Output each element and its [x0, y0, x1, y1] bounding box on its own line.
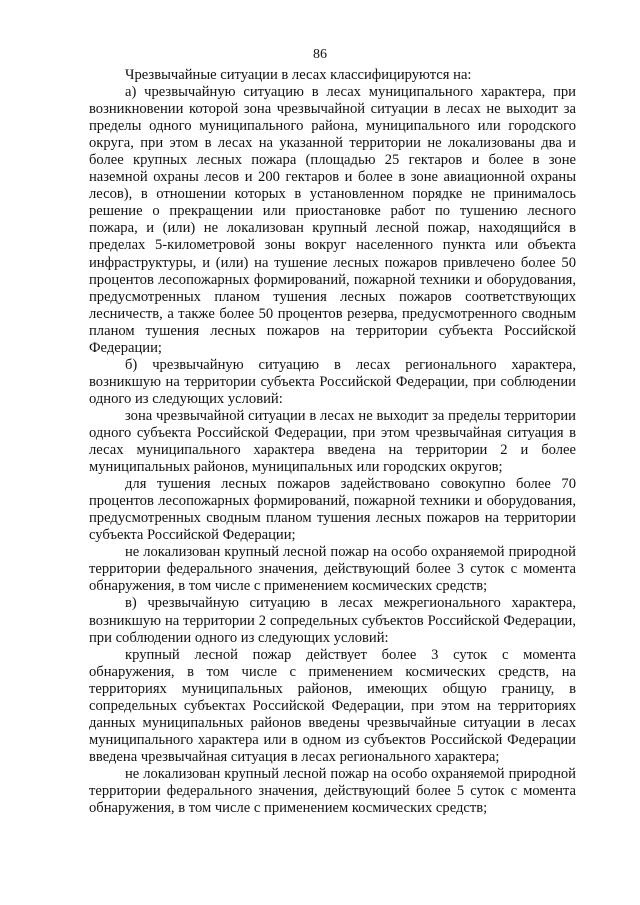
paragraph-condition-b3: не локализован крупный лесной пожар на особо охраняемой природной территории федерального значения, действующий более 3 суток с момента обнаружения, в том числе с применением космических средств;	[89, 544, 576, 595]
paragraph-item-a: а) чрезвычайную ситуацию в лесах муниципального характера, при возникновении которой зона чрезвычайной ситуации в лесах не выходит за пределы одного муниципального района, муниципального или городского округа, при этом в лесах на указанной территории не локализованы два и более крупных лесных пожара (площадью 25 гектаров и более в зоне наземной охраны лесов и 200 гектаров и более в зоне авиационной охраны лесов), в отношении которых в установленном порядке не принималось решение о прекращении или приостановке работ по тушению лесного пожара, и (или) не локализован крупный лесной пожар, находящийся в пределах 5-километровой зоны вокруг населенного пункта или объекта инфраструктуры, и (или) на тушение лесных пожаров привлечено более 50 процентов лесопожарных формирований, пожарной техники и оборудования, предусмотренных планом тушения лесных пожаров соответствующих лесничеств, а также более 50 процентов резерва, предусмотренного сводным планом тушения лесных пожаров на территории субъекта Российской Федерации;	[89, 84, 576, 356]
paragraph-item-c: в) чрезвычайную ситуацию в лесах межрегионального характера, возникшую на территории 2 сопредельных субъектов Российской Федерации, при соблюдении одного из следующих условий:	[89, 595, 576, 646]
document-body	[89, 67, 576, 817]
paragraph-condition-b1: зона чрезвычайной ситуации в лесах не выходит за пределы территории одного субъекта Российской Федерации, при этом чрезвычайная ситуация в лесах муниципального характера введена на территории 2 и более муниципальных районов, муниципальных или городских округов;	[89, 407, 576, 476]
paragraph-intro: Чрезвычайные ситуации в лесах классифицируются на:	[125, 67, 472, 83]
paragraph-item-b: б) чрезвычайную ситуацию в лесах регионального характера, возникшую на территории субъекта Российской Федерации, при соблюдении одного из следующих условий:	[89, 356, 576, 407]
page-number: 86	[313, 47, 327, 62]
paragraph-condition-c2: не локализован крупный лесной пожар на особо охраняемой природной территории федерального значения, действующий более 5 суток с момента обнаружения, в том числе с применением космических средств;	[89, 765, 576, 817]
paragraph-condition-c1: крупный лесной пожар действует более 3 суток с момента обнаружения, в том числе с применением космических средств, на территориях муниципальных районов, имеющих общую границу, в сопредельных субъектах Российской Федерации, при этом на территориях данных муниципальных районов введены чрезвычайные ситуации в лесах муниципального характера или в одном из субъектов Российской Федерации введена чрезвычайная ситуация в лесах регионального характера;	[89, 646, 576, 765]
paragraph-condition-b2: для тушения лесных пожаров задействовано совокупно более 70 процентов лесопожарных формирований, пожарной техники и оборудования, предусмотренных сводным планом тушения лесных пожаров на территории субъекта Российской Федерации;	[89, 476, 576, 544]
